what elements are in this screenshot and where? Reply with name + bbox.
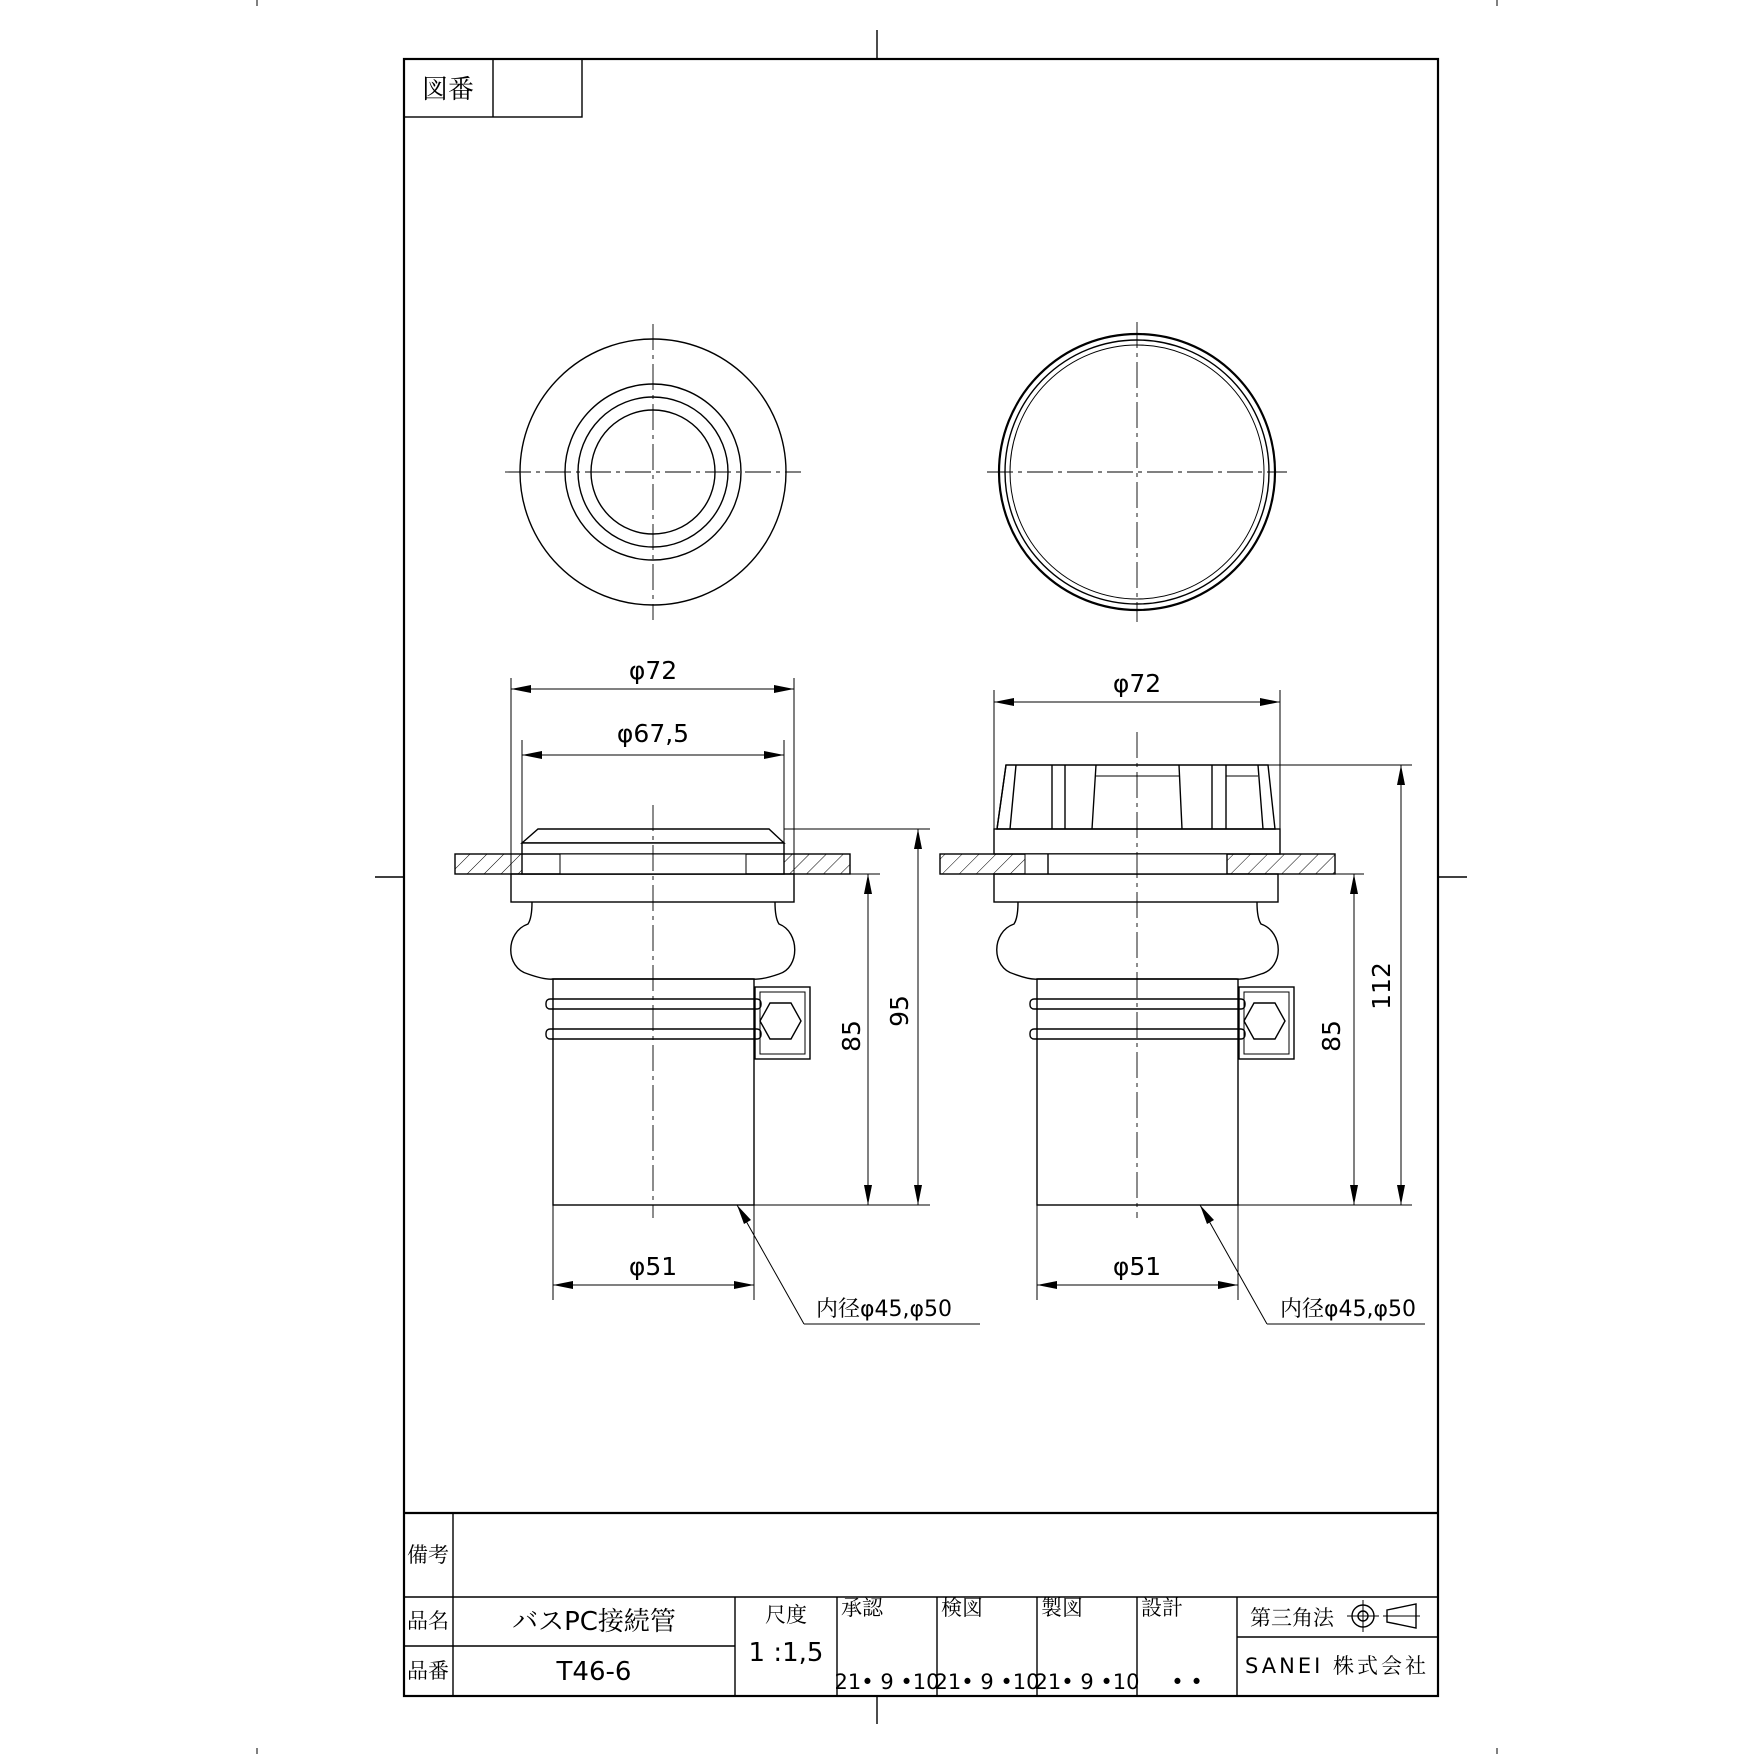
left-dim-flange: φ67,5 xyxy=(616,719,690,748)
third-angle-projection-icon xyxy=(1347,1600,1420,1632)
drafting-label: 製図 xyxy=(1041,1596,1083,1620)
product-name-label: 品名 xyxy=(407,1609,449,1633)
trim-marks xyxy=(257,0,1497,1754)
product-number: T46-6 xyxy=(556,1657,632,1687)
check-date: 21• 9 •10 xyxy=(934,1670,1040,1694)
left-dim-height-total: 95 xyxy=(885,995,914,1027)
scale-value: 1 :1,5 xyxy=(748,1638,824,1668)
right-view-dimensions xyxy=(994,669,1425,1324)
design-date: • • xyxy=(1171,1670,1203,1694)
scale-label: 尺度 xyxy=(765,1603,807,1627)
right-dim-outer: φ72 xyxy=(1112,669,1162,698)
right-front-view xyxy=(940,732,1335,1218)
right-dim-height-body: 85 xyxy=(1317,1020,1346,1052)
left-front-view xyxy=(455,805,850,1218)
right-top-view xyxy=(987,322,1287,622)
right-dim-height-total: 112 xyxy=(1367,962,1396,1010)
drafting-date: 21• 9 •10 xyxy=(1034,1670,1140,1694)
left-dim-height-body: 85 xyxy=(837,1020,866,1052)
remarks-label: 備考 xyxy=(407,1543,449,1567)
design-label: 設計 xyxy=(1141,1596,1183,1620)
right-dim-bottom: φ51 xyxy=(1112,1252,1162,1281)
right-note-inner: 内径φ45,φ50 xyxy=(1280,1297,1417,1322)
left-view-dimensions xyxy=(511,656,980,1324)
product-name: バスPC接続管 xyxy=(512,1607,676,1637)
drawing-border xyxy=(404,59,1438,1696)
left-dim-outer: φ72 xyxy=(628,656,678,685)
left-note-inner: 内径φ45,φ50 xyxy=(816,1297,953,1322)
company-name: SANEI 株式会社 xyxy=(1245,1654,1429,1678)
drawing-number-box xyxy=(404,59,582,117)
drawing-number-label: 図番 xyxy=(421,75,475,105)
product-number-label: 品番 xyxy=(407,1659,449,1683)
left-top-view xyxy=(505,324,801,620)
approval-label: 承認 xyxy=(841,1596,883,1620)
left-dim-bottom: φ51 xyxy=(628,1252,678,1281)
projection-label: 第三角法 xyxy=(1250,1606,1334,1630)
approval-date: 21• 9 •10 xyxy=(834,1670,940,1694)
centering-marks xyxy=(375,30,1467,1724)
title-block xyxy=(404,1513,1438,1696)
check-label: 検図 xyxy=(941,1596,983,1620)
